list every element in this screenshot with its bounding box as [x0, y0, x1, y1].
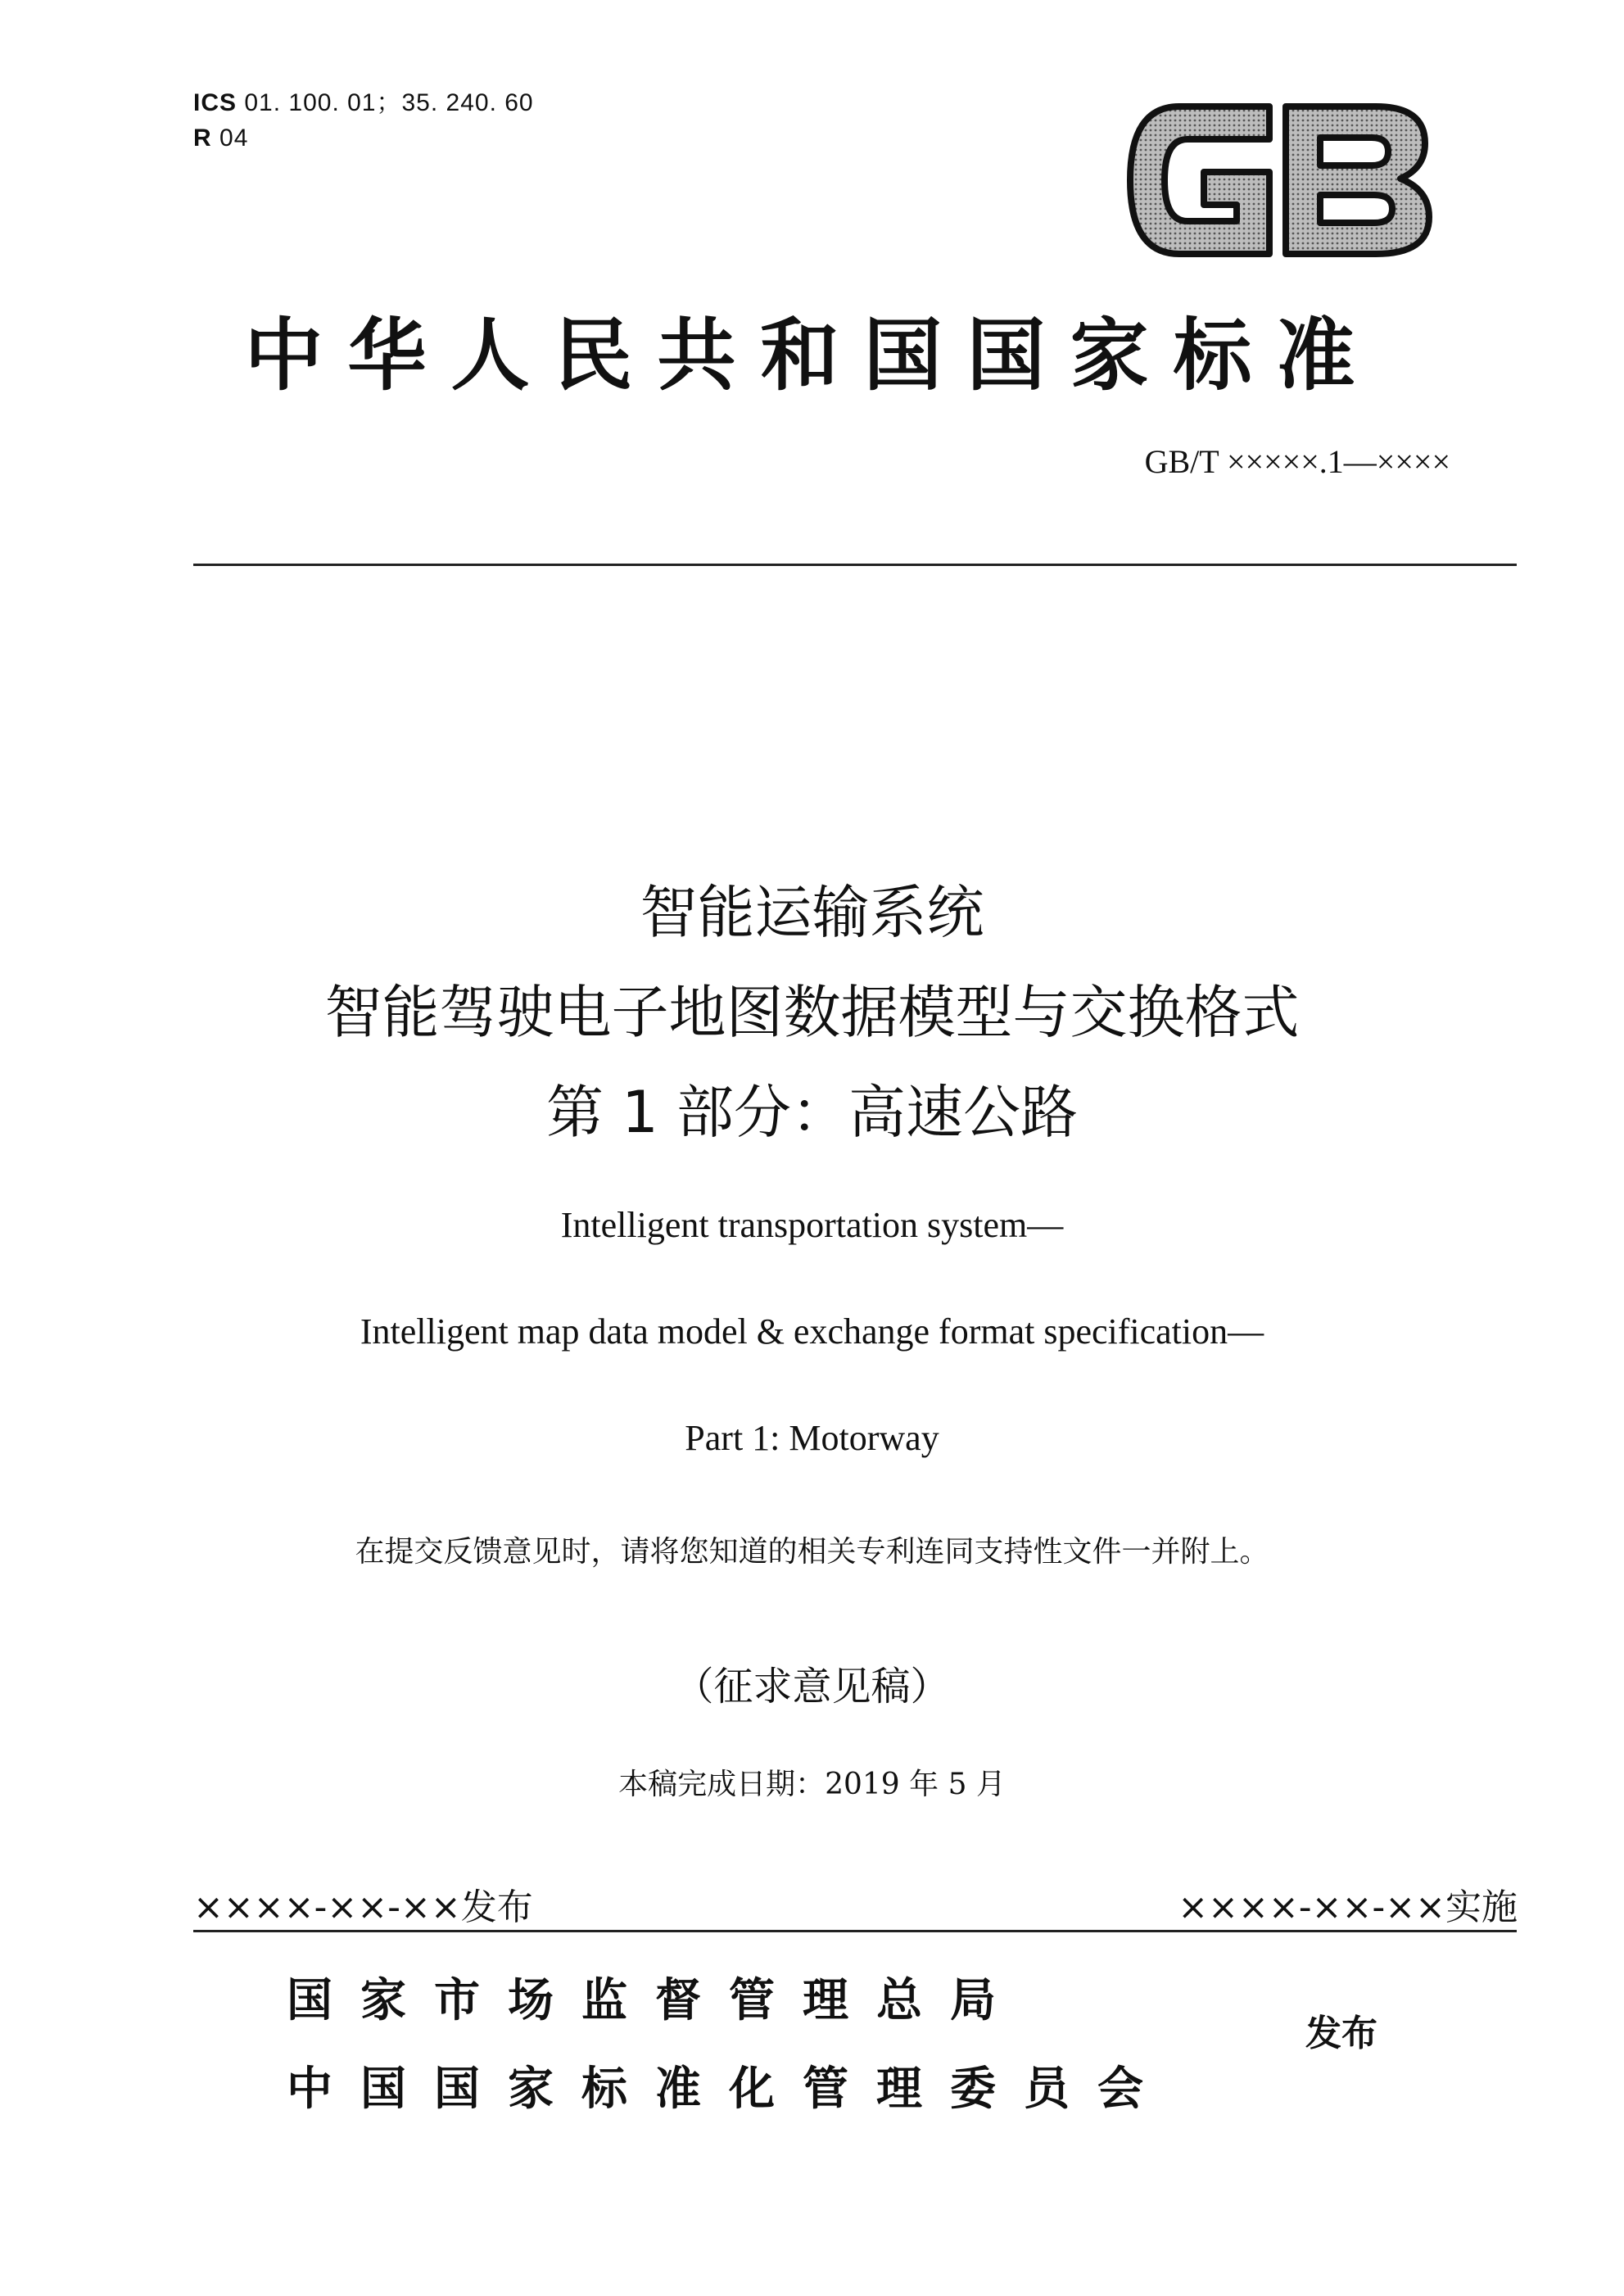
gb-logo	[1114, 98, 1441, 262]
title-cn-line-1: 智能运输系统	[640, 879, 984, 946]
ics-prefix: ICS	[193, 89, 237, 116]
title-en-line-3: Part 1: Motorway	[685, 1418, 939, 1458]
completion-date: 本稿完成日期：2019 年 5 月	[618, 1768, 1006, 1801]
ccs-classification	[193, 125, 248, 152]
bottom-divider	[193, 1930, 1517, 1932]
ccs-prefix: R	[193, 125, 212, 152]
standard-number: GB/T ×××××.1—××××	[1144, 443, 1450, 480]
implement-date: ××××-××-××实施	[1178, 1886, 1518, 1928]
title-cn-line-2: 智能驾驶电子地图数据模型与交换格式	[324, 979, 1300, 1046]
issuer-samr: 国家市场监督管理总局	[287, 1974, 1024, 2027]
publish-date: ××××-××-××发布	[193, 1886, 533, 1928]
top-divider	[193, 564, 1517, 566]
issuer-sac: 中国国家标准化管理委员会	[287, 2063, 1171, 2116]
ics-classification	[193, 82, 534, 118]
ccs-code: 04	[211, 125, 249, 152]
ics-codes: 01. 100. 01；35. 240. 60	[237, 89, 534, 116]
issue-label: 发布	[1305, 2013, 1377, 2054]
title-en-line-1: Intelligent transportation system—	[560, 1205, 1064, 1245]
patent-note: 在提交反馈意见时，请将您知道的相关专利连同支持性文件一并附上。	[355, 1535, 1269, 1569]
gb-logo-graphic	[1114, 98, 1441, 262]
standard-category-title: 中华人民共和国国家标准	[244, 310, 1380, 401]
title-en-line-2: Intelligent map data model & exchange format specification—	[360, 1311, 1264, 1352]
title-cn-line-3: 第 1 部分：高速公路	[545, 1079, 1079, 1146]
draft-status: （征求意见稿）	[674, 1664, 950, 1710]
